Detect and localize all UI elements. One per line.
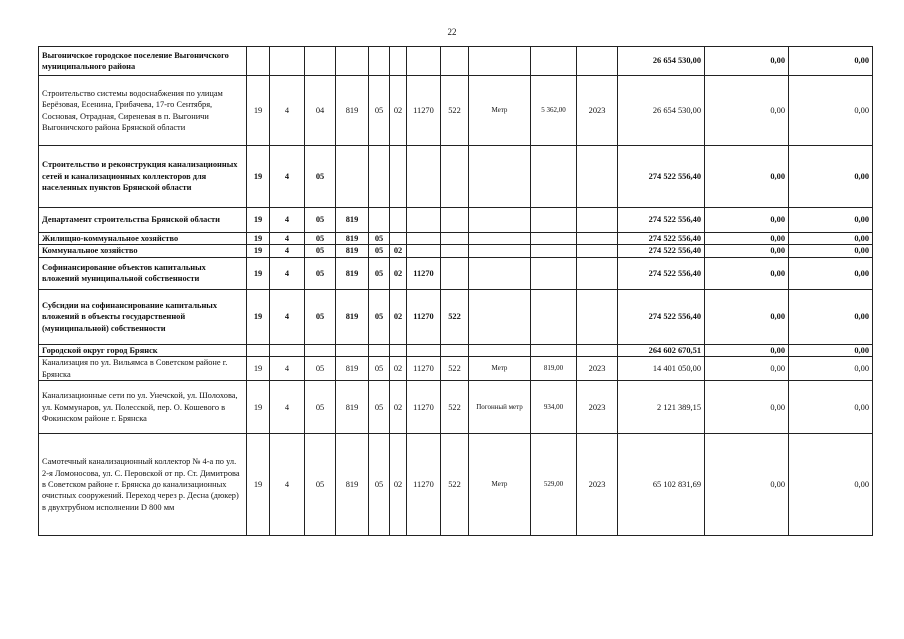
amount-2023: 274 522 556,40 <box>618 245 705 257</box>
row-name: Коммунальное хозяйство <box>39 245 247 257</box>
activity-code: 05 <box>305 245 336 257</box>
unit-cell <box>469 257 531 289</box>
expense-type-code: 522 <box>441 357 469 381</box>
target-item-code: 11270 <box>407 257 441 289</box>
row-name: Канализация по ул. Вильямса в Советском районе г. Брянска <box>39 357 247 381</box>
table-row <box>39 344 873 356</box>
section-code: 05 <box>369 381 390 434</box>
activity-code <box>305 344 336 356</box>
activity-code <box>305 47 336 76</box>
target-item-code: 11270 <box>407 381 441 434</box>
target-item-code: 11270 <box>407 76 441 146</box>
amount-2023: 274 522 556,40 <box>618 233 705 245</box>
year-cell <box>577 245 618 257</box>
activity-code: 05 <box>305 357 336 381</box>
subprogram-code: 4 <box>270 357 305 381</box>
subsection-code <box>390 208 407 233</box>
target-item-code <box>407 344 441 356</box>
year-cell <box>577 257 618 289</box>
section-code: 05 <box>369 257 390 289</box>
ministry-code: 819 <box>336 257 369 289</box>
activity-code: 05 <box>305 233 336 245</box>
year-cell: 2023 <box>577 76 618 146</box>
expense-type-code: 522 <box>441 76 469 146</box>
amount-2025: 0,00 <box>789 344 873 356</box>
section-code <box>369 344 390 356</box>
capacity-cell <box>531 245 577 257</box>
table-row <box>39 146 873 208</box>
table-row <box>39 257 873 289</box>
amount-2024: 0,00 <box>705 47 789 76</box>
amount-2025: 0,00 <box>789 245 873 257</box>
section-code: 05 <box>369 233 390 245</box>
row-name: Строительство системы водоснабжения по улицам Берёзовая, Есенина, Грибачева, 17-го Сентября, Сосновая, Отрадная, Сиреневая в п. Выгоничи Выгоничского района Брянской области <box>39 76 247 146</box>
amount-2024: 0,00 <box>705 357 789 381</box>
amount-2025: 0,00 <box>789 233 873 245</box>
subsection-code <box>390 233 407 245</box>
amount-2023: 274 522 556,40 <box>618 146 705 208</box>
program-code: 19 <box>247 146 270 208</box>
table-row <box>39 233 873 245</box>
table-row <box>39 47 873 76</box>
target-item-code <box>407 245 441 257</box>
subprogram-code: 4 <box>270 434 305 536</box>
target-item-code <box>407 233 441 245</box>
subprogram-code: 4 <box>270 257 305 289</box>
subprogram-code <box>270 47 305 76</box>
subprogram-code: 4 <box>270 289 305 344</box>
capacity-cell <box>531 146 577 208</box>
subprogram-code: 4 <box>270 146 305 208</box>
activity-code: 05 <box>305 257 336 289</box>
row-name: Софинансирование объектов капитальных вложений муниципальной собственности <box>39 257 247 289</box>
year-cell: 2023 <box>577 381 618 434</box>
subsection-code: 02 <box>390 245 407 257</box>
ministry-code: 819 <box>336 76 369 146</box>
ministry-code <box>336 47 369 76</box>
subprogram-code: 4 <box>270 245 305 257</box>
ministry-code: 819 <box>336 245 369 257</box>
subsection-code <box>390 146 407 208</box>
program-code: 19 <box>247 434 270 536</box>
amount-2023: 274 522 556,40 <box>618 208 705 233</box>
section-code: 05 <box>369 289 390 344</box>
unit-cell <box>469 146 531 208</box>
amount-2023: 264 602 670,51 <box>618 344 705 356</box>
amount-2024: 0,00 <box>705 208 789 233</box>
subprogram-code: 4 <box>270 76 305 146</box>
amount-2023: 26 654 530,00 <box>618 47 705 76</box>
section-code <box>369 208 390 233</box>
target-item-code: 11270 <box>407 289 441 344</box>
unit-cell: Метр <box>469 434 531 536</box>
unit-cell <box>469 344 531 356</box>
program-code: 19 <box>247 289 270 344</box>
unit-cell <box>469 245 531 257</box>
capacity-cell <box>531 344 577 356</box>
amount-2024: 0,00 <box>705 257 789 289</box>
subsection-code <box>390 47 407 76</box>
amount-2025: 0,00 <box>789 208 873 233</box>
expense-type-code <box>441 245 469 257</box>
program-code: 19 <box>247 357 270 381</box>
table-row <box>39 208 873 233</box>
ministry-code: 819 <box>336 381 369 434</box>
target-item-code: 11270 <box>407 434 441 536</box>
row-name: Жилищно-коммунальное хозяйство <box>39 233 247 245</box>
amount-2023: 65 102 831,69 <box>618 434 705 536</box>
year-cell: 2023 <box>577 434 618 536</box>
ministry-code: 819 <box>336 289 369 344</box>
capacity-cell <box>531 289 577 344</box>
capacity-cell <box>531 47 577 76</box>
amount-2023: 274 522 556,40 <box>618 257 705 289</box>
amount-2024: 0,00 <box>705 289 789 344</box>
program-code <box>247 47 270 76</box>
activity-code: 05 <box>305 146 336 208</box>
capacity-cell <box>531 208 577 233</box>
section-code <box>369 146 390 208</box>
expense-type-code <box>441 47 469 76</box>
unit-cell <box>469 47 531 76</box>
expense-type-code: 522 <box>441 434 469 536</box>
subprogram-code: 4 <box>270 381 305 434</box>
subprogram-code <box>270 344 305 356</box>
expense-type-code: 522 <box>441 381 469 434</box>
row-name: Самотечный канализационный коллектор № 4-а по ул. 2-я Ломоносова, ул. С. Перовской от пр. Ст. Димитрова в Советском районе г. Брянска до канализационных очистных сооружений. Переход через р. Десна (дюкер) в двухтрубном исполнении D 800 мм <box>39 434 247 536</box>
budget-table <box>38 46 873 536</box>
section-code: 05 <box>369 357 390 381</box>
unit-cell: Метр <box>469 76 531 146</box>
expense-type-code: 522 <box>441 289 469 344</box>
table-row <box>39 289 873 344</box>
amount-2023: 274 522 556,40 <box>618 289 705 344</box>
row-name: Городской округ город Брянск <box>39 344 247 356</box>
unit-cell: Погонный метр <box>469 381 531 434</box>
activity-code: 05 <box>305 208 336 233</box>
program-code: 19 <box>247 76 270 146</box>
ministry-code: 819 <box>336 357 369 381</box>
unit-cell: Метр <box>469 357 531 381</box>
capacity-cell: 5 362,00 <box>531 76 577 146</box>
amount-2024: 0,00 <box>705 434 789 536</box>
target-item-code: 11270 <box>407 357 441 381</box>
program-code: 19 <box>247 381 270 434</box>
subsection-code: 02 <box>390 357 407 381</box>
subsection-code: 02 <box>390 434 407 536</box>
amount-2024: 0,00 <box>705 146 789 208</box>
expense-type-code <box>441 257 469 289</box>
program-code: 19 <box>247 233 270 245</box>
capacity-cell <box>531 233 577 245</box>
amount-2025: 0,00 <box>789 257 873 289</box>
activity-code: 04 <box>305 76 336 146</box>
amount-2024: 0,00 <box>705 344 789 356</box>
amount-2023: 2 121 389,15 <box>618 381 705 434</box>
section-code: 05 <box>369 245 390 257</box>
year-cell <box>577 47 618 76</box>
year-cell <box>577 233 618 245</box>
program-code: 19 <box>247 245 270 257</box>
amount-2024: 0,00 <box>705 381 789 434</box>
ministry-code <box>336 344 369 356</box>
target-item-code <box>407 47 441 76</box>
program-code: 19 <box>247 208 270 233</box>
row-name: Строительство и реконструкция канализационных сетей и канализационных коллекторов для населенных пунктов Брянской области <box>39 146 247 208</box>
target-item-code <box>407 146 441 208</box>
subsection-code: 02 <box>390 76 407 146</box>
amount-2025: 0,00 <box>789 76 873 146</box>
subsection-code: 02 <box>390 257 407 289</box>
program-code <box>247 344 270 356</box>
program-code: 19 <box>247 257 270 289</box>
section-code <box>369 47 390 76</box>
amount-2025: 0,00 <box>789 357 873 381</box>
amount-2024: 0,00 <box>705 245 789 257</box>
amount-2023: 26 654 530,00 <box>618 76 705 146</box>
unit-cell <box>469 289 531 344</box>
year-cell <box>577 208 618 233</box>
subsection-code: 02 <box>390 289 407 344</box>
budget-table-body <box>39 47 873 536</box>
ministry-code: 819 <box>336 208 369 233</box>
amount-2025: 0,00 <box>789 434 873 536</box>
subprogram-code: 4 <box>270 233 305 245</box>
row-name: Выгоничское городское поселение Выгоничского муниципального района <box>39 47 247 76</box>
amount-2024: 0,00 <box>705 233 789 245</box>
subsection-code <box>390 344 407 356</box>
year-cell <box>577 146 618 208</box>
activity-code: 05 <box>305 381 336 434</box>
year-cell <box>577 344 618 356</box>
expense-type-code <box>441 146 469 208</box>
unit-cell <box>469 233 531 245</box>
subsection-code: 02 <box>390 381 407 434</box>
capacity-cell: 934,00 <box>531 381 577 434</box>
expense-type-code <box>441 233 469 245</box>
section-code: 05 <box>369 76 390 146</box>
amount-2025: 0,00 <box>789 381 873 434</box>
amount-2025: 0,00 <box>789 146 873 208</box>
ministry-code <box>336 146 369 208</box>
row-name: Канализационные сети по ул. Унечской, ул. Шолохова, ул. Коммунаров, ул. Полесской, пер. О. Кошевого в Фокинском районе г. Брянска <box>39 381 247 434</box>
row-name: Субсидии на софинансирование капитальных вложений в объекты государственной (муниципальной) собственности <box>39 289 247 344</box>
table-row <box>39 245 873 257</box>
ministry-code: 819 <box>336 233 369 245</box>
amount-2023: 14 401 050,00 <box>618 357 705 381</box>
table-row <box>39 434 873 536</box>
expense-type-code <box>441 208 469 233</box>
amount-2024: 0,00 <box>705 76 789 146</box>
target-item-code <box>407 208 441 233</box>
subprogram-code: 4 <box>270 208 305 233</box>
row-name: Департамент строительства Брянской области <box>39 208 247 233</box>
activity-code: 05 <box>305 289 336 344</box>
section-code: 05 <box>369 434 390 536</box>
capacity-cell: 819,00 <box>531 357 577 381</box>
capacity-cell <box>531 257 577 289</box>
activity-code: 05 <box>305 434 336 536</box>
expense-type-code <box>441 344 469 356</box>
ministry-code: 819 <box>336 434 369 536</box>
year-cell: 2023 <box>577 357 618 381</box>
amount-2025: 0,00 <box>789 47 873 76</box>
amount-2025: 0,00 <box>789 289 873 344</box>
table-row <box>39 381 873 434</box>
table-row <box>39 357 873 381</box>
capacity-cell: 529,00 <box>531 434 577 536</box>
table-row <box>39 76 873 146</box>
page-number: 22 <box>447 27 457 37</box>
unit-cell <box>469 208 531 233</box>
year-cell <box>577 289 618 344</box>
